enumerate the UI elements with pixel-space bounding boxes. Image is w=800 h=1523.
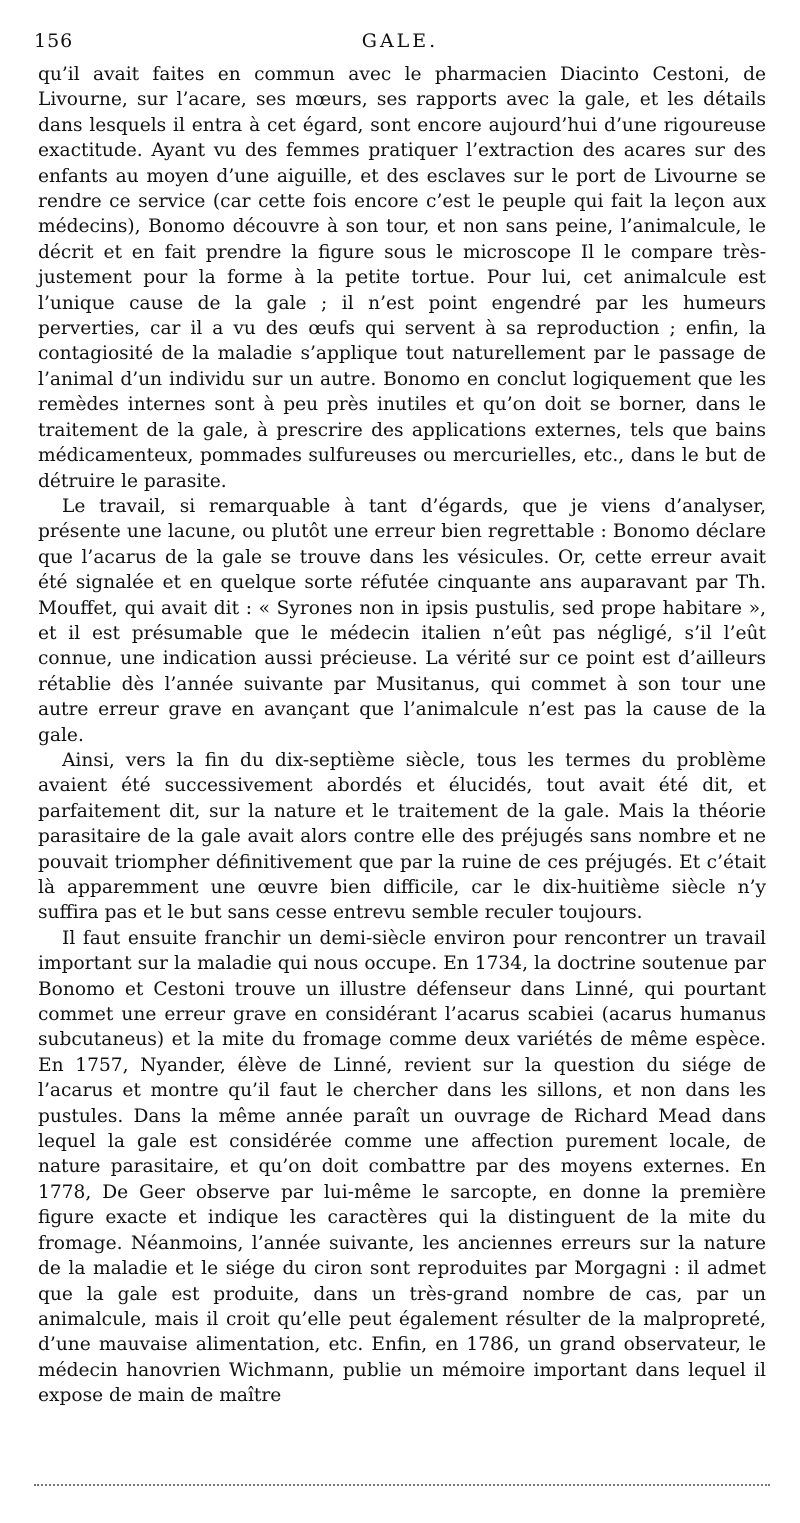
page-number: 156 <box>34 30 74 52</box>
bottom-rule <box>34 1484 770 1486</box>
paragraph: Le travail, si remarquable à tant d’égards, que je viens d’analyser, présente une lacune, ou plutôt une erreur bien regrettable : Bonomo déclare que l’acarus de la gale se trouve dans les vésicules. Or, cette erreur avait été signalée et en quelque sorte réfutée cinquante ans auparavant par Th. Mouffet, qui avait dit : « Syrones non in ipsis pustulis, sed prope habitare », et il est présumable que le médecin italien n’eût pas négligé, s’il l’eût connue, une indication aussi précieuse. La vérité sur ce point est d’ailleurs rétablie dès l’année suivante par Musitanus, qui commet à son tour une autre erreur grave en avançant que l’animalcule n’est pas la cause de la gale. <box>38 495 766 746</box>
page-header <box>34 30 766 56</box>
paragraph: Il faut ensuite franchir un demi-siècle environ pour rencontrer un travail important sur la maladie qui nous occupe. En 1734, la doctrine soutenue par Bonomo et Cestoni trouve un illustre défenseur dans Linné, qui pourtant commet une erreur grave en considérant l’acarus scabiei (acarus humanus subcutaneus) et la mite du fromage comme deux variétés de même espèce. En 1757, Nyander, élève de Linné, revient sur la question du siége de l’acarus et montre qu’il faut le chercher dans les sillons, et non dans les pustules. Dans la même année paraît un ouvrage de Richard Mead dans lequel la gale est considérée comme une affection purement locale, de nature parasitaire, et qu’on doit combattre par des moyens externes. En 1778, De Geer observe par lui-même le sarcopte, en donne la première figure exacte et indique les caractères qui la distinguent de la mite du fromage. Néanmoins, l’année suivante, les anciennes erreurs sur la nature de la maladie et le siége du ciron sont reproduites par Morgagni : il admet que la gale est produite, dans un très-grand nombre de cas, par un animalcule, mais il croit qu’elle peut également résulter de la malpropreté, d’une mauvaise alimentation, etc. Enfin, en 1786, un grand observateur, le médecin hanovrien Wichmann, publie un mémoire important dans lequel il expose de main de maître <box>38 927 766 1407</box>
body-text <box>38 62 766 1409</box>
paragraph: Ainsi, vers la fin du dix-septième siècle, tous les termes du problème avaient été successivement abordés et élucidés, tout avait été dit, et parfaitement dit, sur la nature et le traitement de la gale. Mais la théorie parasitaire de la gale avait alors contre elle des préjugés sans nombre et ne pouvait triompher définitivement que par la ruine de ces préjugés. Et c’était là apparemment une œuvre bien difficile, car le dix-huitième siècle n’y suffira pas et le but sans cesse entrevu semble reculer toujours. <box>38 749 766 924</box>
running-head: GALE. <box>361 30 439 52</box>
paragraph-continuation: qu’il avait faites en commun avec le pharmacien Diacinto Cestoni, de Livourne, sur l’acare, ses mœurs, ses rapports avec la gale, et les détails dans lesquels il entra à cet égard, sont encore aujourd’hui d’une rigoureuse exactitude. Ayant vu des femmes pratiquer l’extraction des acares sur des enfants au moyen d’une aiguille, et des esclaves sur le port de Livourne se rendre ce service (car cette fois encore c’est le peuple qui fait la leçon aux médecins), Bonomo découvre à son tour, et non sans peine, l’animalcule, le décrit et en fait prendre la figure sous le microscope Il le compare très-justement pour la forme à la petite tortue. Pour lui, cet animalcule est l’unique cause de la gale ; il n’est point engendré par les humeurs perverties, car il a vu des œufs qui servent à sa reproduction ; enfin, la contagiosité de la maladie s’applique tout naturellement par le passage de l’animal d’un individu sur un autre. Bonomo en conclut logiquement que les remèdes internes sont à peu près inutiles et qu’on doit se borner, dans le traitement de la gale, à prescrire des applications externes, tels que bains médicamenteux, pommades sulfureuses ou mercurielles, etc., dans le but de détruire le parasite. <box>38 64 766 492</box>
